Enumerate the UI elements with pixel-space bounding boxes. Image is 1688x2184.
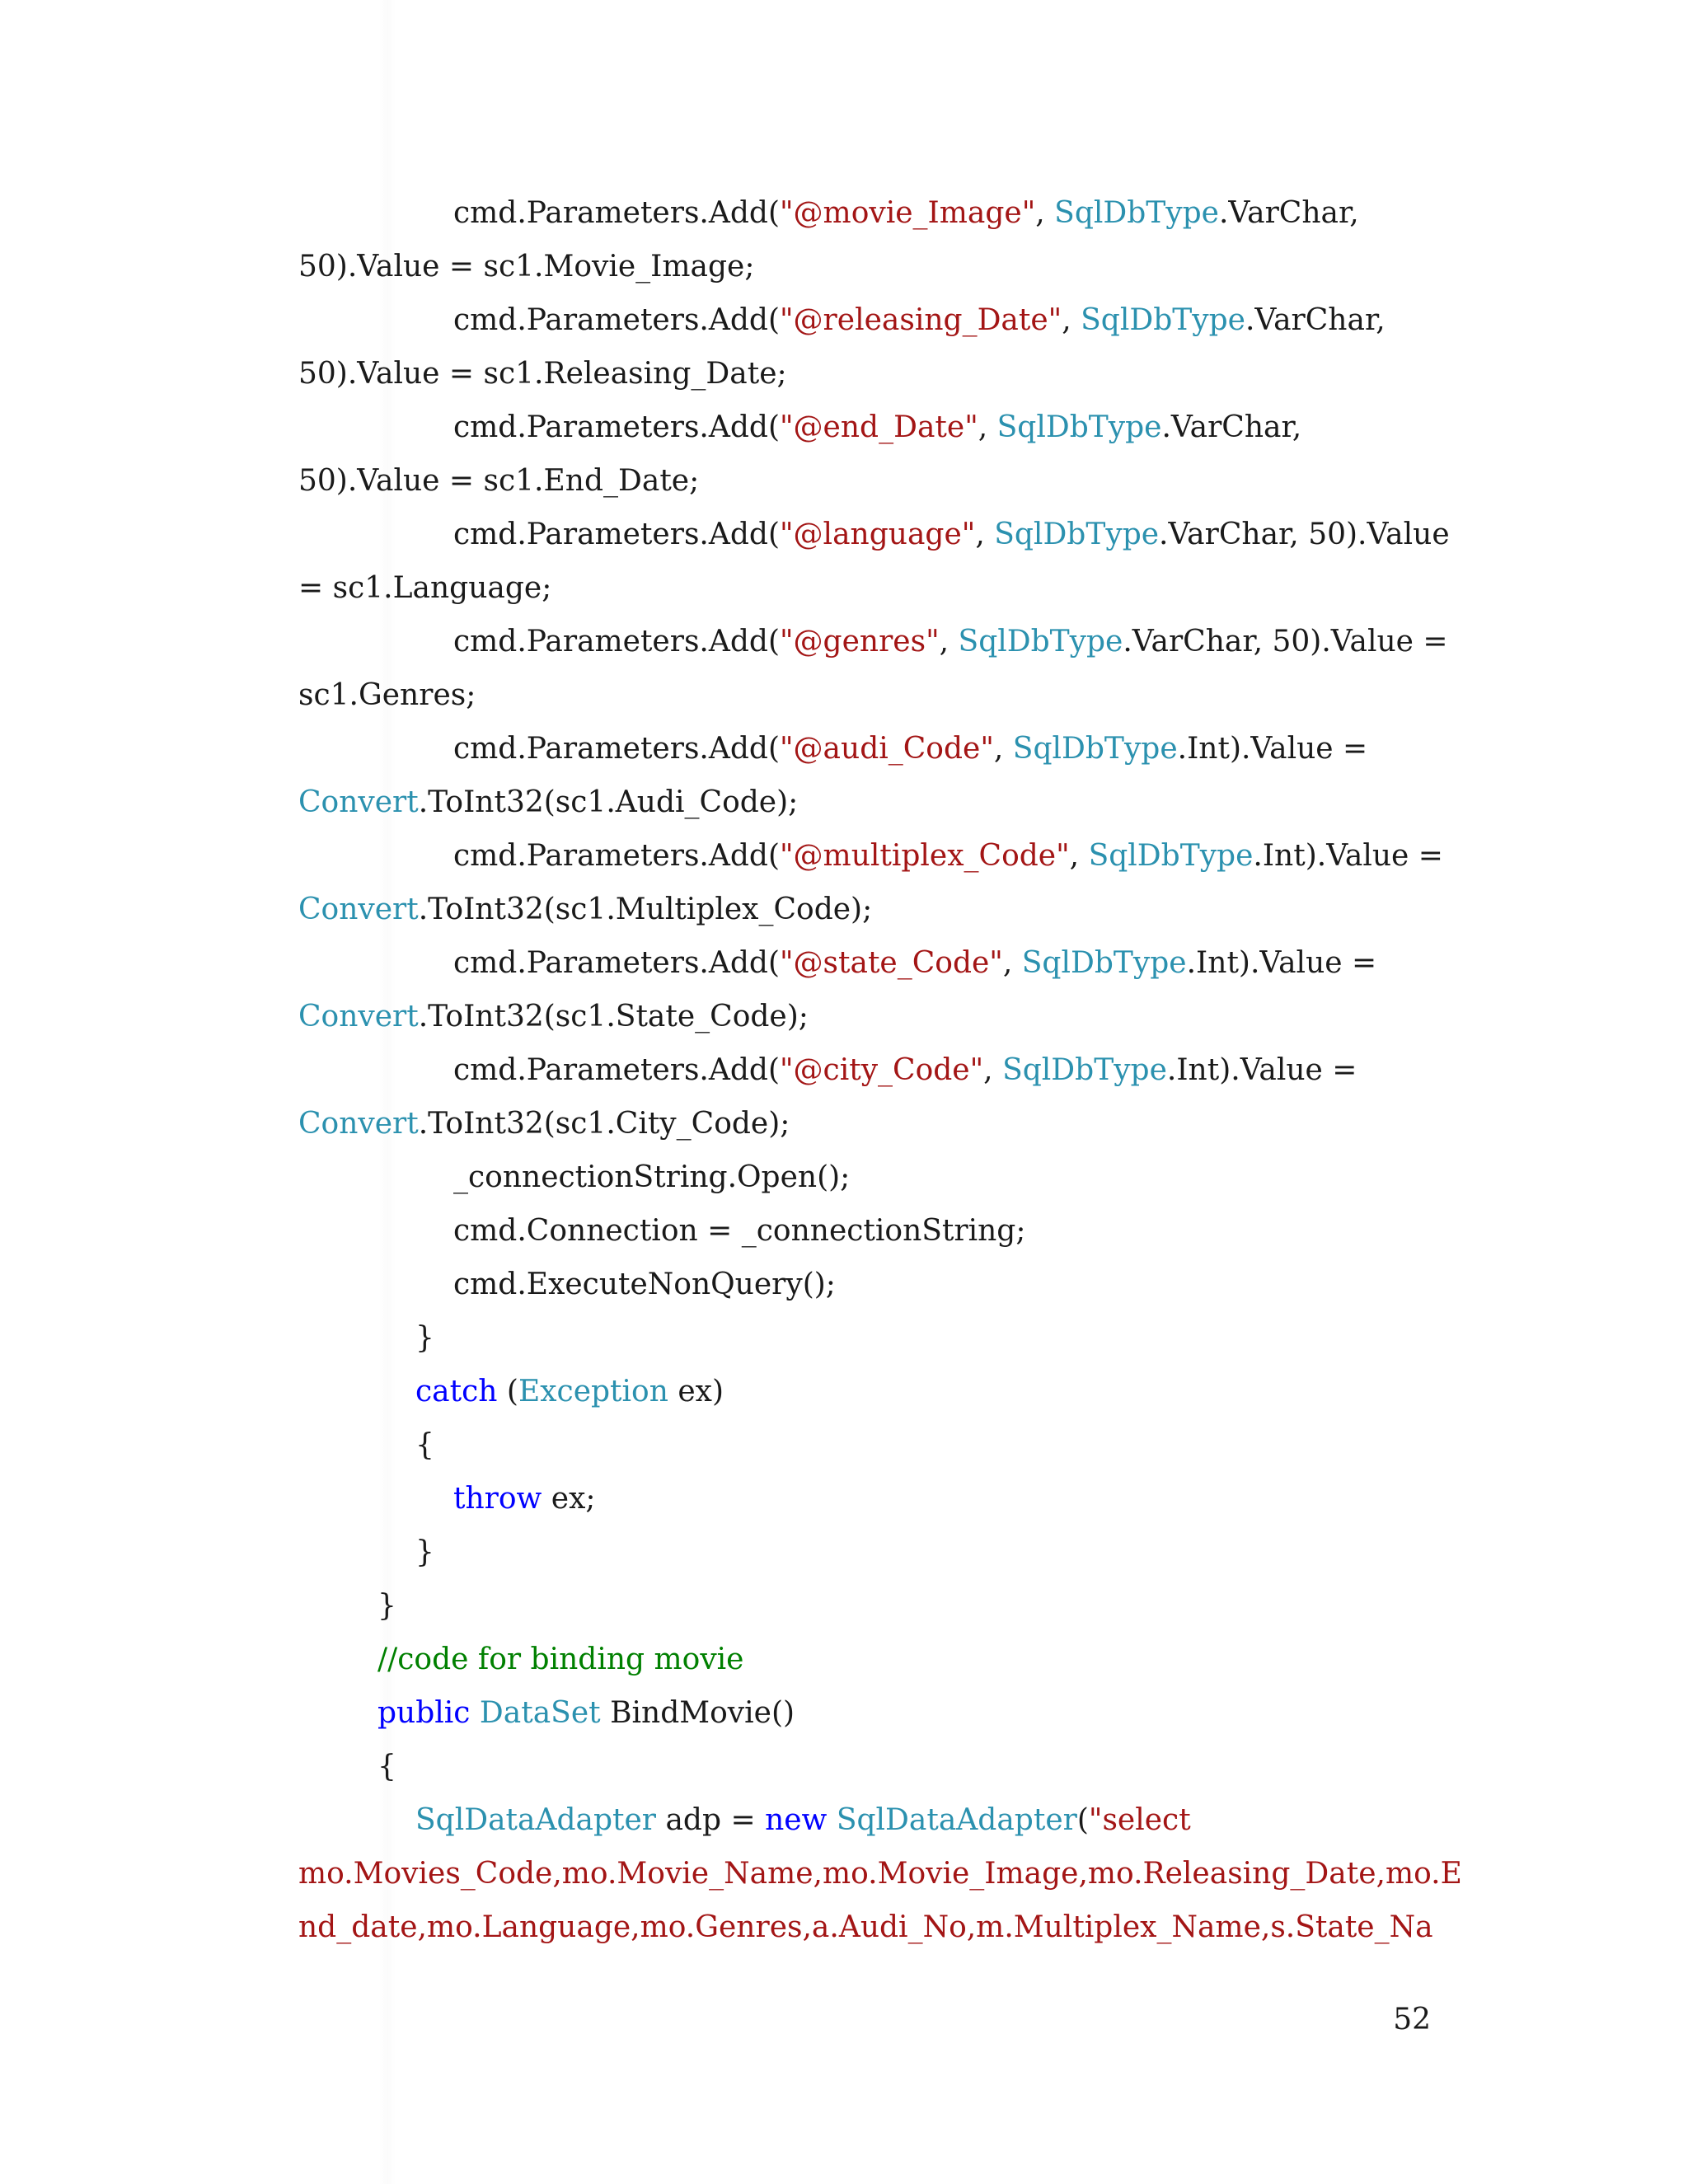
code-token: public <box>377 1696 471 1730</box>
code-token: //code for binding movie <box>377 1643 744 1676</box>
code-token: SqlDbType <box>1088 839 1254 873</box>
code-token: "@genres" <box>780 625 940 658</box>
code-token: "@language" <box>780 518 976 551</box>
code-token: .Int).Value = <box>1166 1053 1357 1087</box>
code-token: , <box>939 625 959 658</box>
code-token: { <box>415 1428 434 1462</box>
code-token: , <box>993 732 1013 766</box>
code-line <box>298 722 1436 776</box>
code-token: _connectionString.Open(); <box>453 1160 851 1194</box>
code-token: 50).Value = sc1.End_Date; <box>298 464 700 498</box>
code-token: cmd.Parameters.Add( <box>453 946 780 980</box>
code-line <box>298 186 1436 240</box>
code-token: sc1.Genres; <box>298 678 476 712</box>
code-line <box>298 776 1436 829</box>
code-token: .Int).Value = <box>1177 732 1368 766</box>
code-token: Exception <box>518 1375 668 1408</box>
code-token <box>827 1803 836 1837</box>
code-token: } <box>415 1321 434 1355</box>
code-token: 50).Value = sc1.Movie_Image; <box>298 250 755 284</box>
code-token: cmd.Parameters.Add( <box>453 518 780 551</box>
code-line <box>298 1365 1436 1418</box>
code-token: cmd.Parameters.Add( <box>453 1053 780 1087</box>
code-line <box>298 561 1436 615</box>
code-token: "@multiplex_Code" <box>780 839 1070 873</box>
code-token: SqlDbType <box>1021 946 1187 980</box>
code-line <box>298 1526 1436 1579</box>
code-line <box>298 883 1436 936</box>
code-token: .VarChar, 50).Value <box>1159 518 1450 551</box>
code-line <box>298 1418 1436 1472</box>
code-token: .ToInt32(sc1.Multiplex_Code); <box>418 893 873 926</box>
code-token: "select <box>1088 1803 1191 1837</box>
code-line <box>298 1151 1436 1204</box>
code-token: SqlDbType <box>1012 732 1178 766</box>
code-token: "@city_Code" <box>780 1053 984 1087</box>
code-token: ex) <box>668 1375 724 1408</box>
code-token: SqlDataAdapter <box>415 1803 657 1837</box>
code-token: cmd.Parameters.Add( <box>453 410 780 444</box>
code-token: .ToInt32(sc1.State_Code); <box>418 1000 809 1033</box>
code-token: SqlDbType <box>1081 303 1245 337</box>
code-token: throw <box>453 1482 542 1516</box>
code-token: SqlDataAdapter <box>836 1803 1077 1837</box>
code-token: ( <box>497 1375 518 1408</box>
code-token: ( <box>1076 1803 1089 1837</box>
code-token: SqlDbType <box>958 625 1123 658</box>
code-line <box>298 1579 1436 1633</box>
code-token: cmd.ExecuteNonQuery(); <box>453 1268 836 1301</box>
code-token: SqlDbType <box>994 518 1160 551</box>
code-line <box>298 668 1436 722</box>
code-line <box>298 936 1436 990</box>
code-line <box>298 615 1448 668</box>
code-token: } <box>415 1535 434 1569</box>
code-token: ex; <box>542 1482 596 1516</box>
code-token: "@audi_Code" <box>780 732 994 766</box>
code-token: DataSet <box>479 1696 601 1730</box>
code-token: Convert <box>298 1107 419 1141</box>
code-line <box>298 293 1436 347</box>
code-token: cmd.Parameters.Add( <box>453 196 780 230</box>
code-token: .VarChar, <box>1245 303 1386 337</box>
code-token: cmd.Parameters.Add( <box>453 839 780 873</box>
code-token: } <box>377 1589 396 1623</box>
code-line <box>298 1097 1436 1151</box>
code-token: , <box>978 410 997 444</box>
code-token: SqlDbType <box>1002 1053 1167 1087</box>
code-token: Convert <box>298 785 419 819</box>
code-token: new <box>765 1803 828 1837</box>
code-token: .VarChar, 50).Value = <box>1123 625 1448 658</box>
code-token: "@state_Code" <box>780 946 1003 980</box>
code-token <box>470 1696 479 1730</box>
code-token: Convert <box>298 893 419 926</box>
code-line <box>298 401 1436 454</box>
code-token: .Int).Value = <box>1186 946 1377 980</box>
code-token: .VarChar, <box>1161 410 1302 444</box>
code-token: , <box>1069 839 1089 873</box>
code-line <box>298 454 1436 508</box>
code-line <box>298 1204 1436 1258</box>
code-token: 50).Value = sc1.Releasing_Date; <box>298 357 787 391</box>
code-token: SqlDbType <box>1054 196 1219 230</box>
code-token: cmd.Connection = _connectionString; <box>453 1214 1026 1248</box>
code-token: .ToInt32(sc1.City_Code); <box>418 1107 790 1141</box>
code-token: , <box>1002 946 1022 980</box>
page-number: 52 <box>1393 2003 1431 2036</box>
code-token: .VarChar, <box>1218 196 1359 230</box>
code-line <box>298 347 1436 401</box>
code-line <box>298 1311 1436 1365</box>
code-line <box>298 829 1443 883</box>
code-token: cmd.Parameters.Add( <box>453 303 780 337</box>
code-line <box>298 508 1450 561</box>
code-token: BindMovie() <box>600 1696 795 1730</box>
code-listing <box>298 186 1462 1954</box>
code-token: adp = <box>656 1803 766 1837</box>
code-line <box>298 1847 1462 1900</box>
code-line <box>298 1740 1436 1793</box>
code-token: nd_date,mo.Language,mo.Genres,a.Audi_No,m.Multiplex_Name,s.State_Na <box>298 1910 1433 1944</box>
code-token: = sc1.Language; <box>298 571 552 605</box>
code-token: "@releasing_Date" <box>780 303 1062 337</box>
code-line <box>298 1043 1436 1097</box>
code-token: mo.Movies_Code,mo.Movie_Name,mo.Movie_Image,mo.Releasing_Date,mo.E <box>298 1857 1462 1891</box>
code-token: SqlDbType <box>996 410 1162 444</box>
code-token: Convert <box>298 1000 419 1033</box>
code-token: "@end_Date" <box>780 410 978 444</box>
code-line <box>298 990 1436 1043</box>
code-token: , <box>1035 196 1055 230</box>
code-token: { <box>377 1750 396 1783</box>
code-line <box>298 1900 1436 1954</box>
code-token: "@movie_Image" <box>780 196 1036 230</box>
code-line <box>298 1258 1436 1311</box>
code-token: cmd.Parameters.Add( <box>453 625 780 658</box>
code-line <box>298 1472 1436 1526</box>
code-token: catch <box>415 1375 498 1408</box>
code-token: cmd.Parameters.Add( <box>453 732 780 766</box>
code-token: , <box>975 518 995 551</box>
code-line <box>298 1686 1436 1740</box>
code-token: .ToInt32(sc1.Audi_Code); <box>418 785 799 819</box>
code-token: , <box>983 1053 1003 1087</box>
code-line <box>298 1793 1436 1847</box>
code-token: , <box>1062 303 1081 337</box>
code-token: .Int).Value = <box>1253 839 1443 873</box>
code-line <box>298 1633 1436 1686</box>
code-line <box>298 240 1436 293</box>
